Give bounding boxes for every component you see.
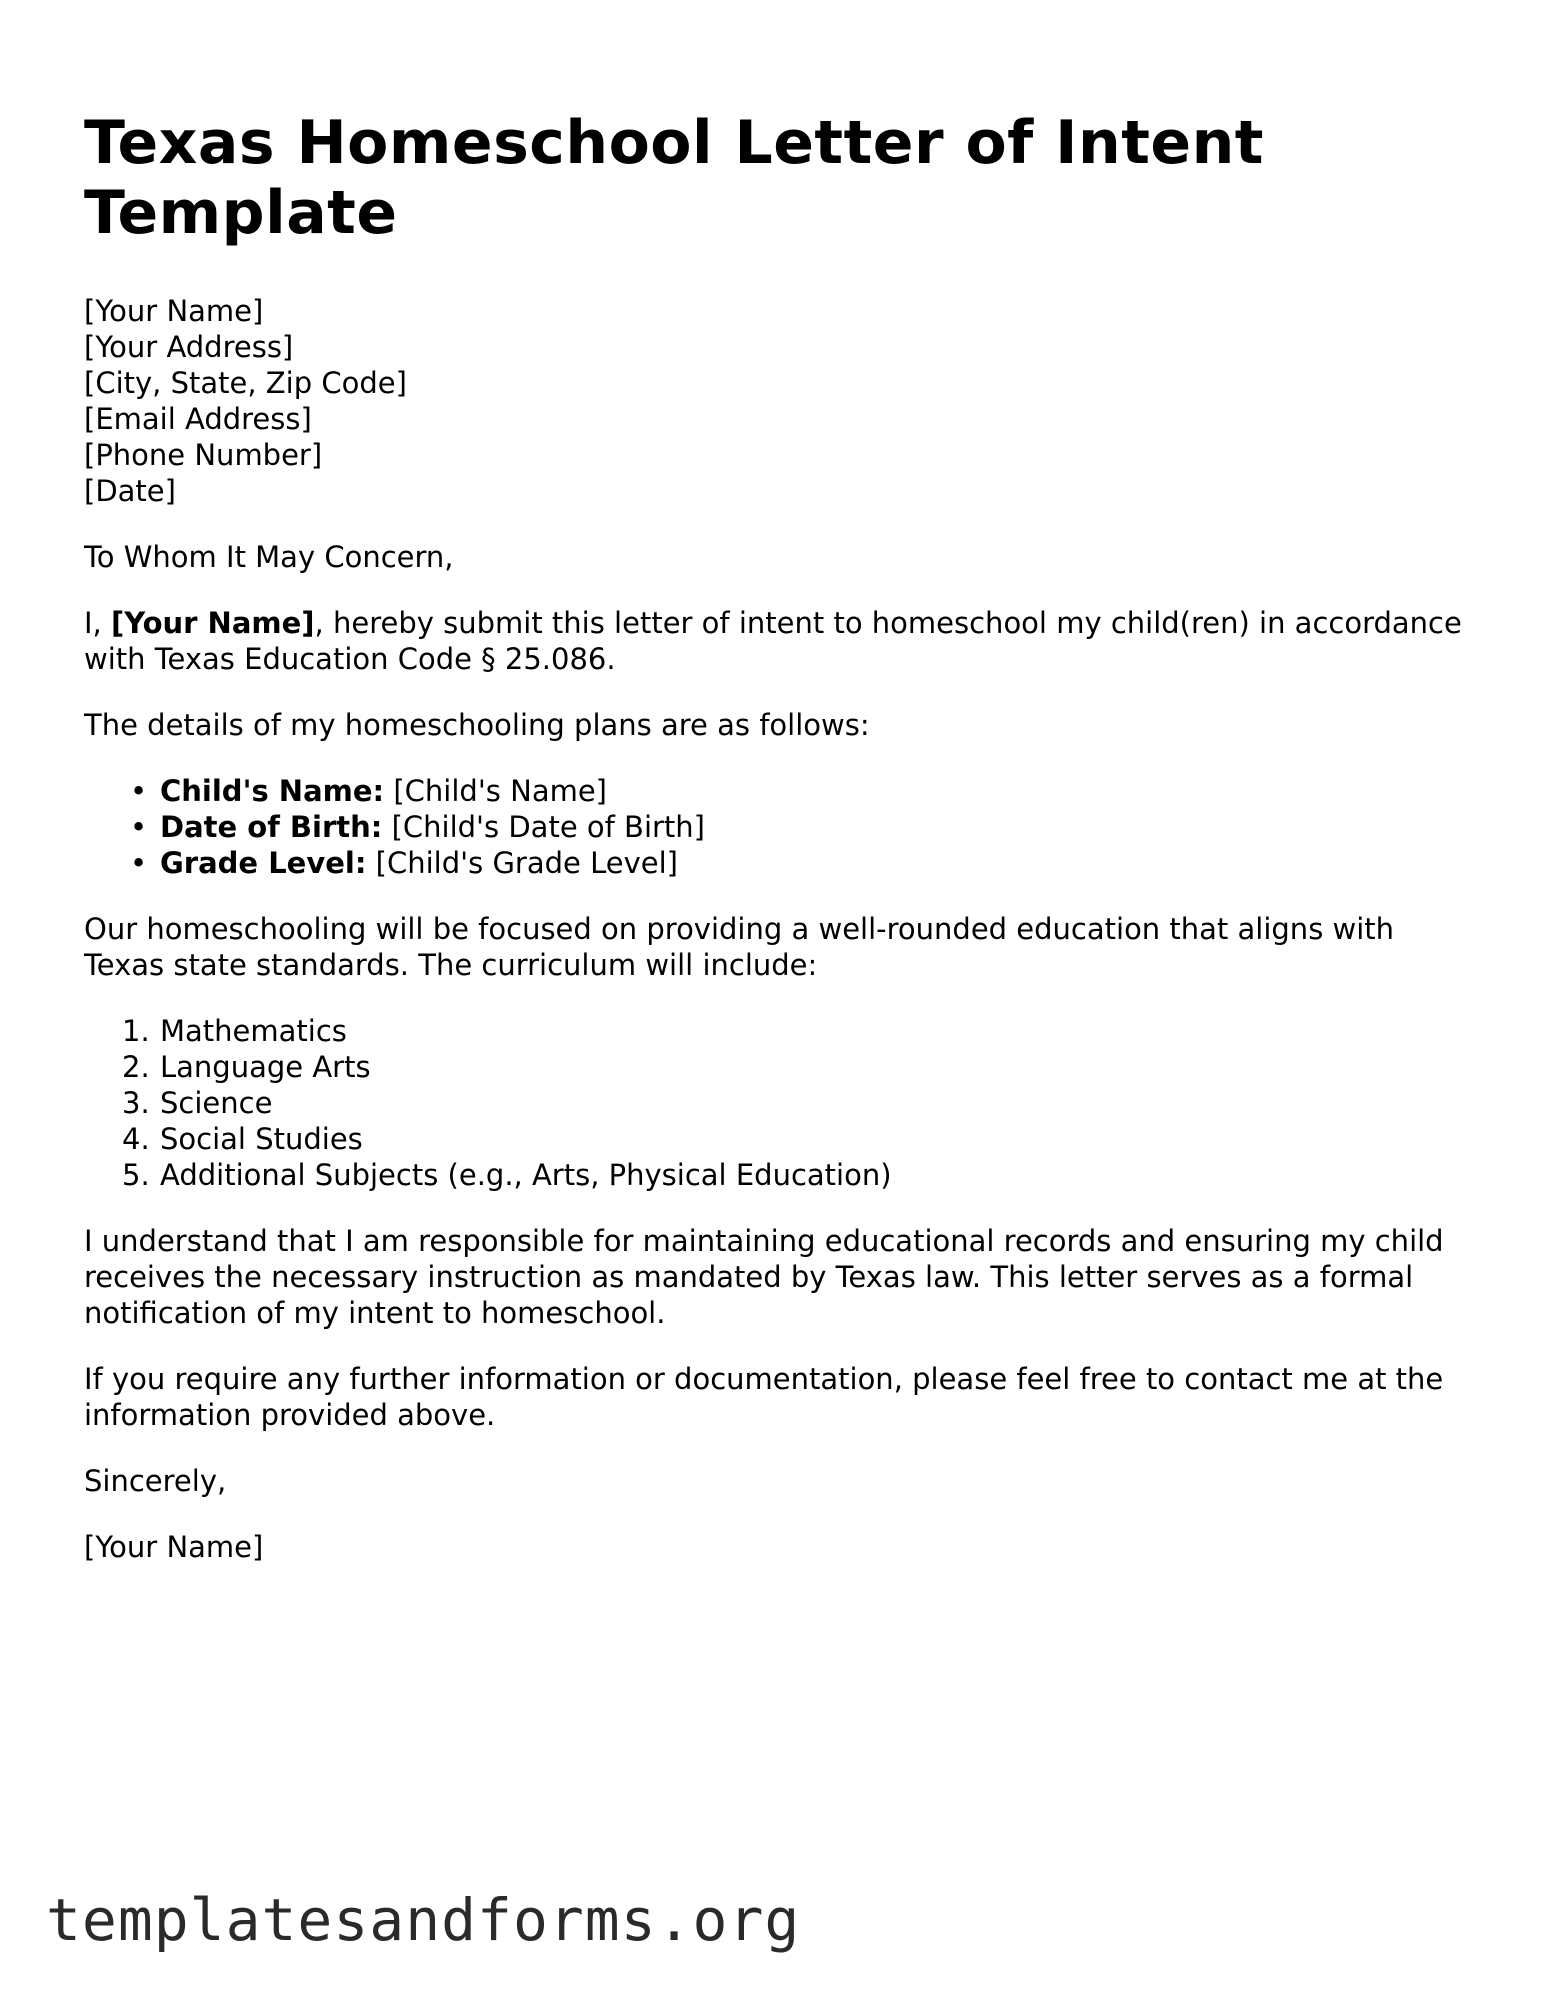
bullet-icon: • <box>130 846 148 880</box>
address-line-name: [Your Name] <box>84 294 264 328</box>
subject-name: Additional Subjects (e.g., Arts, Physical Education) <box>160 1158 892 1192</box>
detail-label: Grade Level: <box>160 846 367 880</box>
address-line-date: [Date] <box>84 474 176 508</box>
detail-value: [Child's Grade Level] <box>366 846 678 880</box>
subject-name: Social Studies <box>160 1122 363 1156</box>
list-number: 5. <box>122 1158 150 1192</box>
address-line-phone: [Phone Number] <box>84 438 323 472</box>
list-number: 1. <box>122 1014 150 1048</box>
detail-value: [Child's Name] <box>384 774 607 808</box>
detail-value: [Child's Date of Birth] <box>382 810 705 844</box>
bullet-icon: • <box>130 774 148 808</box>
responsibility-paragraph: I understand that I am responsible for maintaining educational records and ensuring my child receives the necessary instruction as mandated by Texas law. This letter serves as a formal notification of my intent to homeschool. <box>84 1224 1444 1330</box>
intro-paragraph <box>84 605 1464 677</box>
list-item <box>122 1121 1464 1157</box>
list-item <box>122 1157 1464 1193</box>
list-item <box>122 1049 1464 1085</box>
letter-page <box>84 108 1464 1565</box>
sender-address-block <box>84 293 1464 509</box>
list-item <box>130 845 1464 881</box>
child-details-list <box>84 773 1464 881</box>
list-number: 4. <box>122 1122 150 1156</box>
list-item <box>122 1085 1464 1121</box>
detail-label: Child's Name: <box>160 774 385 808</box>
curriculum-intro: Our homeschooling will be focused on providing a well-rounded education that aligns with Texas state standards. The curriculum will include: <box>84 912 1395 982</box>
list-number: 3. <box>122 1086 150 1120</box>
subject-name: Science <box>160 1086 273 1120</box>
list-item <box>122 1013 1464 1049</box>
intro-prefix: I, <box>84 606 111 640</box>
page-title: Texas Homeschool Letter of Intent Template <box>84 108 1264 248</box>
address-line-email: [Email Address] <box>84 402 312 436</box>
details-intro: The details of my homeschooling plans are as follows: <box>84 708 870 742</box>
list-number: 2. <box>122 1050 150 1084</box>
subject-name: Language Arts <box>160 1050 371 1084</box>
contact-paragraph: If you require any further information or documentation, please feel free to contact me at the information provided above. <box>84 1362 1444 1432</box>
address-line-city: [City, State, Zip Code] <box>84 366 407 400</box>
address-line-address: [Your Address] <box>84 330 294 364</box>
closing: Sincerely, <box>84 1464 227 1498</box>
subjects-list <box>84 1013 1464 1193</box>
list-item <box>130 809 1464 845</box>
intro-rest: , hereby submit this letter of intent to homeschool my child(ren) in accordance with Texas Education Code § 25.086. <box>84 606 1462 676</box>
list-item <box>130 773 1464 809</box>
detail-label: Date of Birth: <box>160 810 383 844</box>
subject-name: Mathematics <box>160 1014 347 1048</box>
bullet-icon: • <box>130 810 148 844</box>
intro-name: [Your Name] <box>111 606 315 640</box>
signature-name: [Your Name] <box>84 1530 264 1564</box>
greeting: To Whom It May Concern, <box>84 540 454 574</box>
watermark-site-name: templatesandforms.org <box>46 1886 801 1954</box>
